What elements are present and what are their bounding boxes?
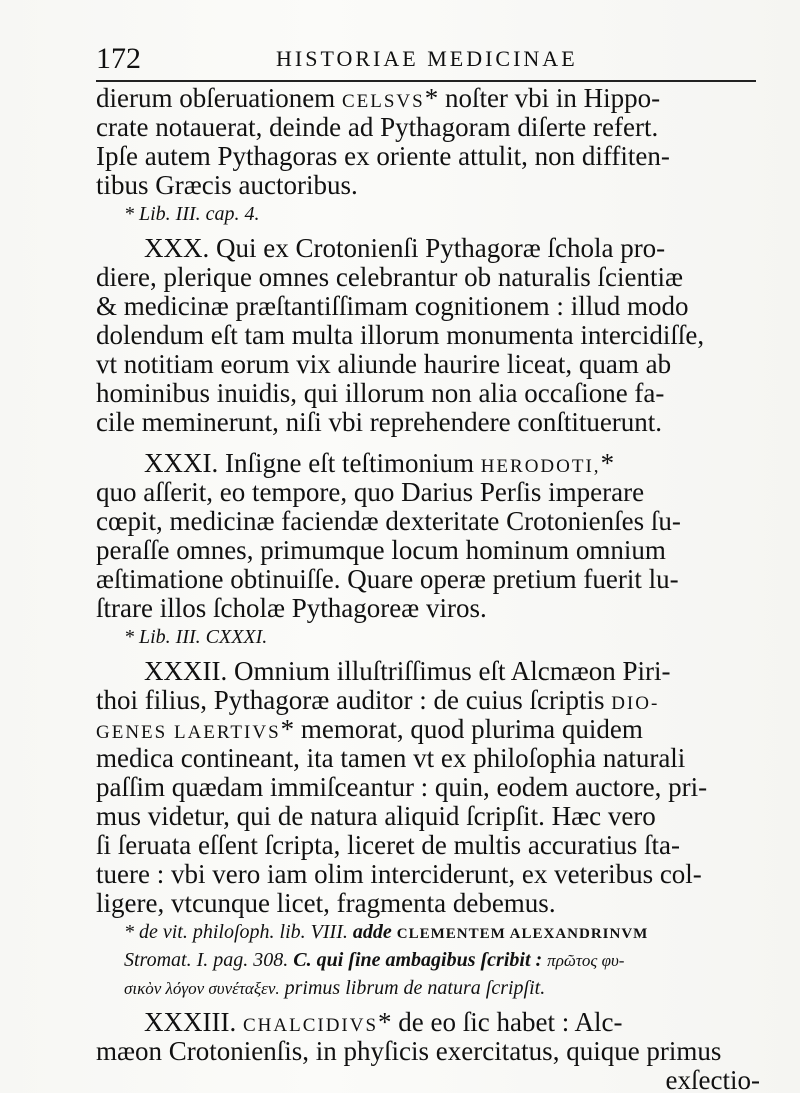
small-caps-name: GENES LAERTIVS xyxy=(96,722,281,743)
paragraph xyxy=(96,234,760,437)
text-line xyxy=(96,449,760,478)
text-line: ſi ſeruata eſſent ſcripta, liceret de multis accuratius ſta- xyxy=(96,831,680,860)
text-line: exſectio- xyxy=(665,1066,760,1093)
text-line: vt notitiam eorum vix aliunde haurire liceat, quam ab xyxy=(96,350,672,379)
paragraph xyxy=(96,449,760,651)
text-line: XXXII. Omnium illuſtriſſimus eſt Alcmæon Piri- xyxy=(144,657,671,686)
text-run: * noſter vbi in Hippo- xyxy=(424,84,661,113)
small-caps-name: CHALCIDIVS xyxy=(242,1015,379,1036)
text-line xyxy=(96,1008,760,1037)
small-caps-name: HERODOTI, xyxy=(480,456,601,477)
paragraph-gap xyxy=(96,437,760,449)
footnote-ref: * de vit. philoſoph. lib. VIII. xyxy=(124,921,353,943)
greek-text: πρῶτος φυ- xyxy=(547,951,625,970)
footnote-text: C. qui ſine ambagibus ſcribit : xyxy=(293,949,548,971)
text-line xyxy=(96,715,760,744)
text-line: mæon Crotonienſis, in phyſicis exercitatus, quique primus xyxy=(96,1037,722,1066)
footnote-line xyxy=(96,974,760,1002)
text-line: XXX. Qui ex Crotonienſi Pythagoræ ſchola pro- xyxy=(144,234,666,263)
footnote-line: * Lib. III. CXXXI. xyxy=(124,626,268,648)
text-line: ſtrare illos ſcholæ Pythagoreæ viros. xyxy=(96,594,487,623)
text-line: diere, plerique omnes celebrantur ob naturalis ſcientiæ xyxy=(96,263,684,292)
text-line: ligere, vtcunque licet, fragmenta debemus. xyxy=(96,889,556,918)
text-line: cœpit, medicinæ faciendæ dexteritate Crotonienſes ſu- xyxy=(96,507,681,536)
small-caps-name: CLEMENTEM ALEXANDRINVM xyxy=(396,926,649,942)
paragraph xyxy=(96,1008,760,1093)
footnote-line xyxy=(96,946,760,974)
text-line: crate notauerat, deinde ad Pythagoram diſerte refert. xyxy=(96,113,659,142)
text-line: medica contineant, ita tamen vt ex philoſophia naturali xyxy=(96,744,686,773)
text-line: tuere : vbi vero iam olim interciderunt, ex veteribus col- xyxy=(96,860,702,889)
text-line: paſſim quædam immiſceantur : quin, eodem auctore, pri- xyxy=(96,773,708,802)
footnote-line xyxy=(96,918,760,946)
text-run: XXXI. Inſigne eſt teſtimonium xyxy=(144,449,481,478)
text-line xyxy=(96,84,760,113)
text-line: cile meminerunt, niſi vbi reprehendere conſtituerunt. xyxy=(96,408,663,437)
text-line xyxy=(96,686,760,715)
text-run: dierum obſeruationem xyxy=(96,84,342,113)
text-line: peraſſe omnes, primumque locum hominum omnium xyxy=(96,536,666,565)
footnote-line: * Lib. III. cap. 4. xyxy=(124,203,260,225)
text-run: * de eo ſic habet : Alc- xyxy=(378,1008,623,1037)
text-line: & medicinæ præſtantiſſimam cognitionem : illud modo xyxy=(96,292,689,321)
text-line: dolendum eſt tam multa illorum monumenta intercidiſſe, xyxy=(96,321,705,350)
footnote-text: primus librum de natura ſcripſit. xyxy=(279,977,546,999)
header-rule xyxy=(96,80,756,82)
body-text xyxy=(96,84,760,1093)
text-line: æſtimatione obtinuiſſe. Quare operæ pretium fuerit lu- xyxy=(96,565,679,594)
small-caps-name: DIO- xyxy=(611,693,660,714)
page-number: 172 xyxy=(96,42,141,75)
text-line: mus videtur, qui de natura aliquid ſcripſit. Hæc vero xyxy=(96,802,656,831)
paragraph xyxy=(96,84,760,228)
text-run: thoi filius, Pythagoræ auditor : de cuius ſcriptis xyxy=(96,686,612,715)
page-header xyxy=(96,40,756,80)
footnote-ref: Stromat. I. pag. 308. xyxy=(124,949,294,971)
paragraph xyxy=(96,657,760,1002)
text-line: quo aſſerit, eo tempore, quo Darius Perſis imperare xyxy=(96,478,645,507)
text-run: * memorat, quod plurima quidem xyxy=(280,715,643,744)
text-run: XXXIII. xyxy=(144,1008,243,1037)
text-line: hominibus inuidis, qui illorum non alia occaſione fa- xyxy=(96,379,665,408)
running-head: HISTORIAE MEDICINAE xyxy=(276,46,578,71)
footnote-text: adde xyxy=(352,921,397,943)
greek-text: σικὸν λόγον συνέταξεν. xyxy=(124,979,280,998)
text-line: tibus Græcis auctoribus. xyxy=(96,171,358,200)
small-caps-name: CELSVS xyxy=(341,91,425,112)
text-line: Ipſe autem Pythagoras ex oriente attulit, non diffiten- xyxy=(96,142,670,171)
text-run: * xyxy=(600,449,615,478)
